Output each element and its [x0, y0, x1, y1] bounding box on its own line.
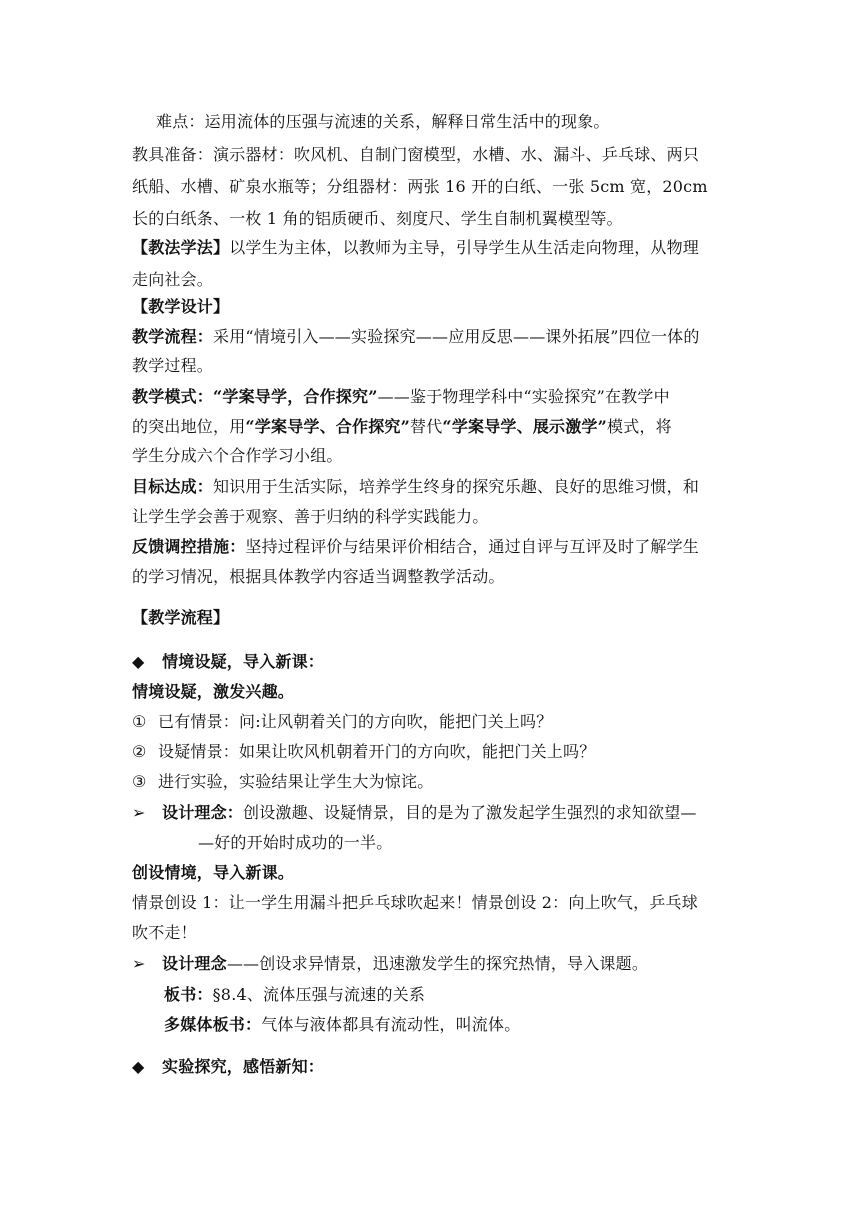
method-line-1: 【教法学法】以学生为主体，以教师为主导，引导学生从生活走向物理，从物理 — [132, 238, 700, 257]
idea2-line: ➢ 设计理念——创设求异情景，迅速激发学生的探究热情，导入课题。 — [132, 954, 649, 973]
section1-sub2: 创设情境，导入新课。 — [132, 863, 295, 882]
idea1-line-2: —好的开始时成功的一半。 — [198, 833, 393, 852]
section1-heading: ◆ 情境设疑，导入新课： — [132, 652, 325, 671]
section1-sub1: 情境设疑，激发兴趣。 — [132, 682, 295, 701]
arrow-bullet-icon: ➢ — [132, 954, 146, 973]
idea1-line-1: ➢ 设计理念：创设激趣、设疑情景，目的是为了激发起学生强烈的求知欲望— — [132, 803, 697, 822]
mode-line-2: 的突出地位，用“学案导学、合作探究”替代“学案导学、展示激学”模式，将 — [132, 417, 672, 436]
flow-line-2: 教学过程。 — [132, 356, 214, 375]
diamond-bullet-icon: ◆ — [132, 652, 145, 671]
list-item: ② 设疑情景：如果让吹风机朝着开门的方向吹，能把门关上吗？ — [132, 742, 596, 761]
method-line-2: 走向社会。 — [132, 270, 214, 289]
difficulty-line: 难点：运用流体的压强与流速的关系，解释日常生活中的现象。 — [156, 112, 610, 131]
list-item: ① 已有情景：问:让风朝着关门的方向吹，能把门关上吗？ — [132, 712, 553, 731]
section2-heading: ◆ 实验探究，感悟新知： — [132, 1057, 325, 1076]
multimedia-board-line: 多媒体板书：气体与液体都具有流动性，叫流体。 — [164, 1015, 521, 1034]
goal-line-1: 目标达成：知识用于生活实际，培养学生终身的探究乐趣、良好的思维习惯，和 — [132, 477, 700, 496]
goal-line-2: 让学生学会善于观察、善于归纳的科学实践能力。 — [132, 507, 489, 526]
arrow-bullet-icon: ➢ — [132, 803, 146, 822]
process-heading: 【教学流程】 — [132, 608, 230, 627]
tools-line-2: 纸船、水槽、矿泉水瓶等；分组器材：两张 16 开的白纸、一张 5cm 宽，20cm — [132, 177, 708, 196]
mode-line-1: 教学模式：“学案导学，合作探究”——鉴于物理学科中“实验探究”在教学中 — [132, 387, 670, 406]
feedback-line-2: 的学习情况，根据具体教学内容适当调整教学活动。 — [132, 567, 505, 586]
scene-line-2: 吹不走！ — [132, 923, 197, 942]
feedback-line-1: 反馈调控措施：坚持过程评价与结果评价相结合，通过自评与互评及时了解学生 — [132, 537, 700, 556]
tools-line-1: 教具准备：演示器材：吹风机、自制门窗模型，水槽、水、漏斗、乒乓球、两只 — [132, 145, 700, 164]
mode-line-3: 学生分成六个合作学习小组。 — [132, 446, 343, 465]
list-item: ③ 进行实验，实验结果让学生大为惊诧。 — [132, 772, 434, 791]
diamond-bullet-icon: ◆ — [132, 1057, 145, 1076]
board-line: 板书：§8.4、流体压强与流速的关系 — [164, 985, 426, 1004]
tools-line-3: 长的白纸条、一枚 1 角的铝质硬币、刻度尺、学生自制机翼模型等。 — [132, 209, 623, 228]
design-heading: 【教学设计】 — [132, 297, 230, 316]
scene-line-1: 情景创设 1：让一学生用漏斗把乒乓球吹起来！情景创设 2：向上吹气，乒乓球 — [132, 893, 698, 912]
flow-line-1: 教学流程：采用“情境引入——实验探究——应用反思——课外拓展”四位一体的 — [132, 327, 700, 346]
